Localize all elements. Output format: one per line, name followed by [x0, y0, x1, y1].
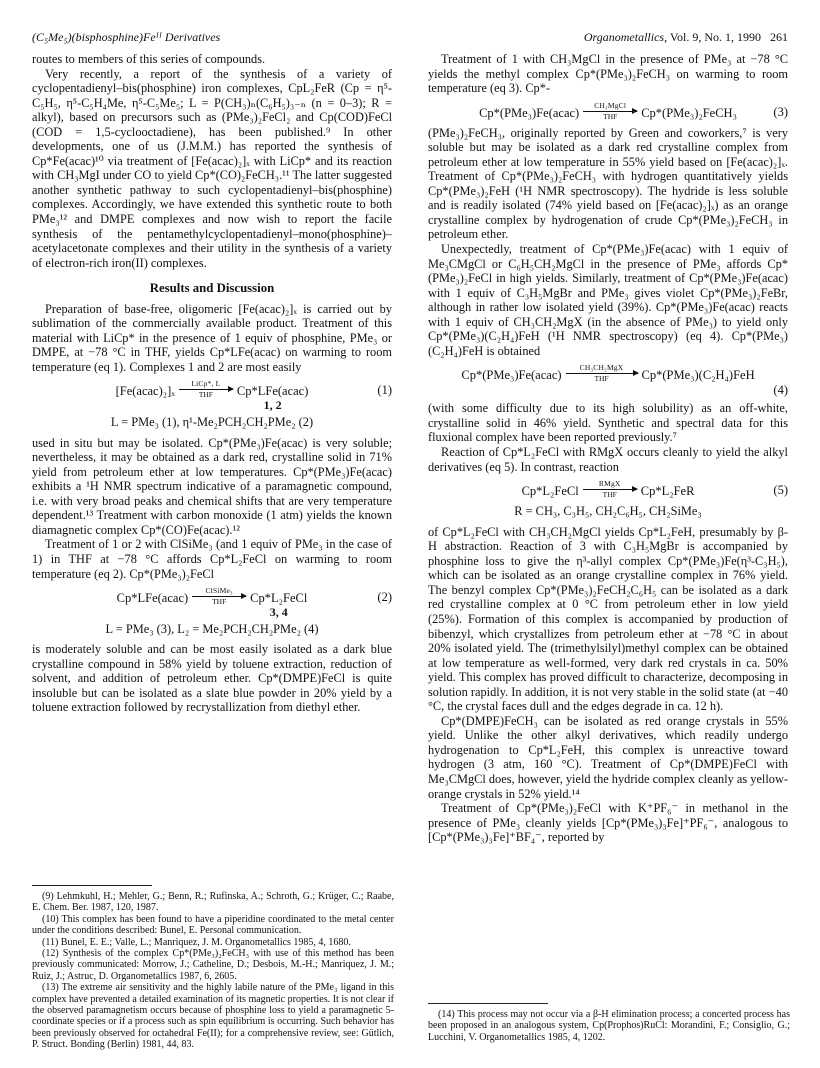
arrow-line: [583, 489, 637, 490]
page-number: 261: [770, 30, 788, 44]
footnote-14: (14) This process may not occur via a β-H elimination process; a concerted process has been proposed in an analogous system, Cp(Prophos)RuCl: Morandini, F.; Consiglio, G.; Lucchini, V. Organometallics 1985, 4, 1202.: [428, 1009, 790, 1043]
reactant: Cp*(PMe₃)Fe(acac): [461, 368, 562, 383]
arrow-line: [192, 596, 246, 597]
product: Cp*(PMe₃)(C₂H₄)FeH: [641, 368, 755, 383]
paragraph: of Cp*L₂FeCl with CH₃CH₂MgCl yields Cp*L₂FeH, presumably by β-H abstraction. Reaction of 3 with C₃H₅MgBr is accompanied by phosphine loss to give the η³-allyl complex Cp*(PMe₃)Fe(η³-C₃H₅), which can be isolated as an orange crystalline complex in 76% yield. The benzyl complex Cp*(PMe₃)₂FeCH₂C₆H₅ can be isolated as a dark red crystalline complex at 0 °C from petroleum ether in low yield (25%). Formation of this complex is accompanied by production of bibenzyl, which crystallizes from petroleum ether at −78 °C in about 20% isolated yield. The (trimethylsilyl)methyl complex can be obtained at low temperature as well-formed, very dark red crystals in ca. 50% yield. This complex has proved difficult to characterize, decomposing in solution rapidly. In addition, it is not very stable in the solid state (at −40 °C, the crystal faces dull and the edges degrade in ca. 12 h).: [428, 524, 788, 714]
footnotes-left: [32, 891, 394, 1051]
paragraph: Very recently, a report of the synthesis of a variety of cyclopentadienyl–bis(phosphine) iron complexes, CpL₂FeR (Cp = η⁵-C₅H₅, η⁵-C₅H₄Me, η⁵-C₅Me₅; L = P(CH₃)ₙ(C₆H₅)₃₋ₙ (n = 0–3); R = alkyl), based on precursors such as (PMe₃)₂FeCl₂ and Cp(COD)FeCl (COD = 1,5-cyclooctadiene), has been published.⁹ In other developments, one of us (J.M.M.) has reported the synthesis of Cp*Fe(acac)¹⁰ via treatment of [Fe(acac)₂]ₓ with LiCp* and its reaction with CH₃MgI under CO to yield Cp*(CO)₂FeCH₃.¹¹ The latter suggested another synthetic pathway to such cyclopentadienyl–bis(phosphine) complexes. Accordingly, we have extended this synthetic route to both PMe₃¹² and DMPE complexes and now wish to report the facile synthesis of the pentamethylcyclopentadienyl–mono(phosphine)–acetylacetonate complexes and their utility in the synthesis of a variety of electron-rich iron(II) complexes.: [32, 66, 392, 270]
reactant: Cp*LFe(acac): [116, 591, 189, 606]
footnote-12: (12) Synthesis of the complex Cp*(PMe₃)₂FeCH₃ with use of this method has been previously communicated: Morrow, J.; Catheline, D.; Desbois, M.-H.; Manriquez, J. M.; Ruiz, J.; Astruc, D. Organometallics 1987, 6, 2605.: [32, 948, 394, 982]
arrow-solvent: THF: [198, 390, 213, 400]
arrow-solvent: THF: [594, 374, 609, 384]
paragraph: Unexpectedly, treatment of Cp*(PMe₃)Fe(acac) with 1 equiv of Me₃CMgCl or C₆H₅CH₂MgCl in the presence of PMe₃ affords Cp*(PMe₃)₂FeCl in high yields. Similarly, treatment of Cp*(PMe₃)Fe(acac) with 1 equiv of C₃H₅MgBr and PMe₃ gives violet Cp*(PMe₃)₂FeBr, although in rather low isolated yield (39%). Cp*(PMe₃)Fe(acac) reacts with 1 equiv of CH₃CH₂MgX (in the absence of PMe₃) to yield only Cp*(PMe₃)(C₂H₄)FeH (¹H NMR spectroscopy) (eq 4). Cp*(PMe₃)(C₂H₄)FeH is obtained: [428, 242, 788, 358]
footnote-rule: [428, 1003, 548, 1004]
footnote-10: (10) This complex has been found to have a piperidine coordinated to the metal center under the conditions described: Bunel, E. Personal communication.: [32, 913, 394, 937]
section-heading: Results and Discussion: [149, 281, 275, 296]
product: Cp*L₂FeR: [640, 484, 695, 499]
substituent-definition: R = CH₃, C₃H₅, CH₂C₆H₅, CH₂SiMe₃: [514, 504, 702, 519]
right-column: [428, 52, 788, 845]
arrow-reagent: RMgX: [598, 479, 621, 489]
paragraph: (with some difficulty due to its high solubility) as an off-white, crystalline solid in 46% yield. Synthetic and spectral data for this fluxional complex have been reported previously.⁷: [428, 401, 788, 445]
left-column: [32, 52, 392, 715]
equation-4: [428, 363, 788, 397]
paragraph: routes to members of this series of compounds.: [32, 52, 266, 66]
equation-2: [32, 586, 392, 618]
paragraph: Cp*(DMPE)FeCH₃ can be isolated as red orange crystals in 55% yield. Unlike the other alkyl derivatives, which readily undergo hydrogenation to Cp*L₂FeH, this complex is unreactive toward hydrogen (3 atm, 160 °C). Treatment of Cp*(DMPE)FeCl with Me₃CMgCl does, however, yield the hydride complex cleanly as yellow-orange crystals in 52% yield.¹⁴: [428, 713, 788, 801]
reaction-arrow: [192, 586, 246, 607]
journal-name: Organometallics,: [583, 30, 668, 44]
equation-number: (5): [773, 483, 788, 498]
product: Cp*L₂FeCl 3, 4: [250, 591, 308, 619]
paragraph: Preparation of base-free, oligomeric [Fe(acac)₂]ₓ is carried out by sublimation of the commercially available product. Treatment of this material with LiCp* in the presence of 1 equiv of phosphine, PMe₃ or DMPE, at −78 °C in THF, yields Cp*LFe(acac) on warming to room temperature (eq 1). Complexes 1 and 2 are most easily: [32, 301, 392, 374]
reactant: Cp*L₂FeCl: [521, 484, 579, 499]
product: Cp*LFe(acac) 1, 2: [236, 384, 309, 413]
arrow-line: [566, 373, 638, 374]
equation-3: [428, 101, 788, 122]
running-head-title: (C₅Me₅)(bisphosphine)Feᴵᴵ Derivatives: [32, 30, 221, 44]
footnote-9: (9) Lehmkuhl, H.; Mehler, G.; Benn, R.; Rufinska, A.; Schroth, G.; Krüger, C.; Raabe, E. Chem. Ber. 1987, 120, 1987.: [32, 891, 394, 914]
paragraph: (PMe₃)₂FeCH₃, originally reported by Green and coworkers,⁷ is very soluble but may be isolated as a dark red crystalline complex from petroleum ether at low temperature in 55% yield based on [Fe(acac)₂]ₓ. Treatment of Cp*(PMe₃)₂FeCH₃ with hydrogen quantitatively yields Cp*(PMe₃)₂FeH (¹H NMR spectroscopy). The hydride is less soluble and is readily isolated (74% yield based on [Fe(acac)₂]ₓ) as an orange crystalline complex by hydrogenation of crude Cp*(PMe₃)₂FeCH₃ in petroleum ether.: [428, 125, 788, 242]
reaction-arrow: [179, 379, 233, 400]
arrow-reagent: CH₃CH₂MgX: [579, 363, 624, 373]
equation-number: (4): [773, 383, 788, 398]
journal-volume: Vol. 9, No. 1, 1990: [669, 30, 761, 44]
paragraph: Treatment of 1 with CH₃MgCl in the presence of PMe₃ at −78 °C yields the methyl complex Cp*(PMe₃)₂FeCH₃ on warming to room temperature (eq 3). Cp*-: [428, 52, 788, 96]
arrow-line: [583, 111, 637, 112]
equation-number: (3): [773, 104, 788, 119]
arrow-solvent: THF: [602, 490, 617, 500]
compound-numbers: 3, 4: [269, 604, 288, 619]
paragraph: Reaction of Cp*L₂FeCl with RMgX occurs cleanly to yield the alkyl derivatives (eq 5). In contrast, reaction: [428, 445, 788, 474]
reactant: Cp*(PMe₃)Fe(acac): [479, 105, 580, 120]
arrow-reagent: CH₃MgCl: [594, 100, 627, 110]
footnotes-right: [428, 1009, 790, 1043]
reaction-arrow: [566, 363, 638, 384]
footnote-11: (11) Bunel, E. E.; Valle, L.; Manriquez, J. M. Organometallics 1985, 4, 1680.: [42, 936, 351, 948]
product: Cp*(PMe₃)₂FeCH₃: [641, 105, 737, 120]
paragraph: used in situ but may be isolated. Cp*(PMe₃)Fe(acac) is very soluble; nevertheless, it may be obtained as a dark red, crystalline solid in 71% yield from petroleum ether at low temperatures. Cp*(PMe₃)Fe(acac) exhibits a ¹H NMR spectrum indicative of a paramagnetic compound, i.e. with very broad peaks and chemical shifts that are very temperature dependent.¹³ Treatment with carbon monoxide (1 atm) yields the known diamagnetic complex Cp*(CO)Fe(acac).¹²: [32, 435, 392, 537]
reactant: [Fe(acac)₂]ₓ: [115, 384, 175, 399]
arrow-line: [179, 389, 233, 390]
ligand-definition: L = PMe₃ (3), L₂ = Me₂PCH₂CH₂PMe₂ (4): [105, 621, 319, 636]
arrow-solvent: THF: [603, 111, 618, 121]
running-head-journal: [426, 30, 788, 45]
arrow-solvent: THF: [212, 597, 227, 607]
footnote-rule: [32, 885, 152, 886]
equation-number: (2): [377, 590, 392, 605]
reaction-arrow: [583, 101, 637, 122]
equation-5: [428, 479, 788, 500]
equation-1: [32, 379, 392, 411]
reaction-arrow: [583, 479, 637, 500]
paragraph: Treatment of Cp*(PMe₃)₂FeCl with K⁺PF₆⁻ in methanol in the presence of PMe₃ cleanly yields [Cp*(PMe₃)₃Fe]⁺PF₆⁻, analogous to [Cp*(PMe₃)₃Fe]⁺BF₄⁻, reported by: [428, 801, 788, 845]
ligand-definition: L = PMe₃ (1), η¹-Me₂PCH₂CH₂PMe₂ (2): [110, 415, 314, 430]
paragraph: is moderately soluble and can be most easily isolated as a dark blue crystalline compound in 58% yield by toluene extraction, reduction of solvent, and addition of petroleum ether. Cp*(DMPE)FeCl is quite insoluble but can be isolated as a slate blue powder in 20% yield by a toluene extraction followed by recrystallization from diethyl ether.: [32, 642, 392, 715]
arrow-reagent: LiCp*, L: [191, 379, 221, 389]
footnote-13: (13) The extreme air sensitivity and the highly labile nature of the PMe₃ ligand in this complex have prevented a detailed examination of its magnetic properties. It is not clear if the observed paramagnetism occurs because of phosphine loss to yield a paramagnetic 5-coordinate species or if a process such as spin equilibrium is occurring. Such behavior has been previously observed for octahedral Fe(II); for a comprehensive review, see: Gütlich, P. Struct. Bonding (Berlin) 1981, 44, 83.: [32, 982, 394, 1051]
compound-numbers: 1, 2: [263, 398, 282, 413]
paragraph: Treatment of 1 or 2 with ClSiMe₃ (and 1 equiv of PMe₃ in the case of 1) in THF at −78 °C affords Cp*L₂FeCl on warming to room temperature (eq 2). Cp*(PMe₃)₂FeCl: [32, 537, 392, 581]
arrow-reagent: ClSiMe₃: [205, 586, 233, 596]
equation-number: (1): [377, 383, 392, 398]
